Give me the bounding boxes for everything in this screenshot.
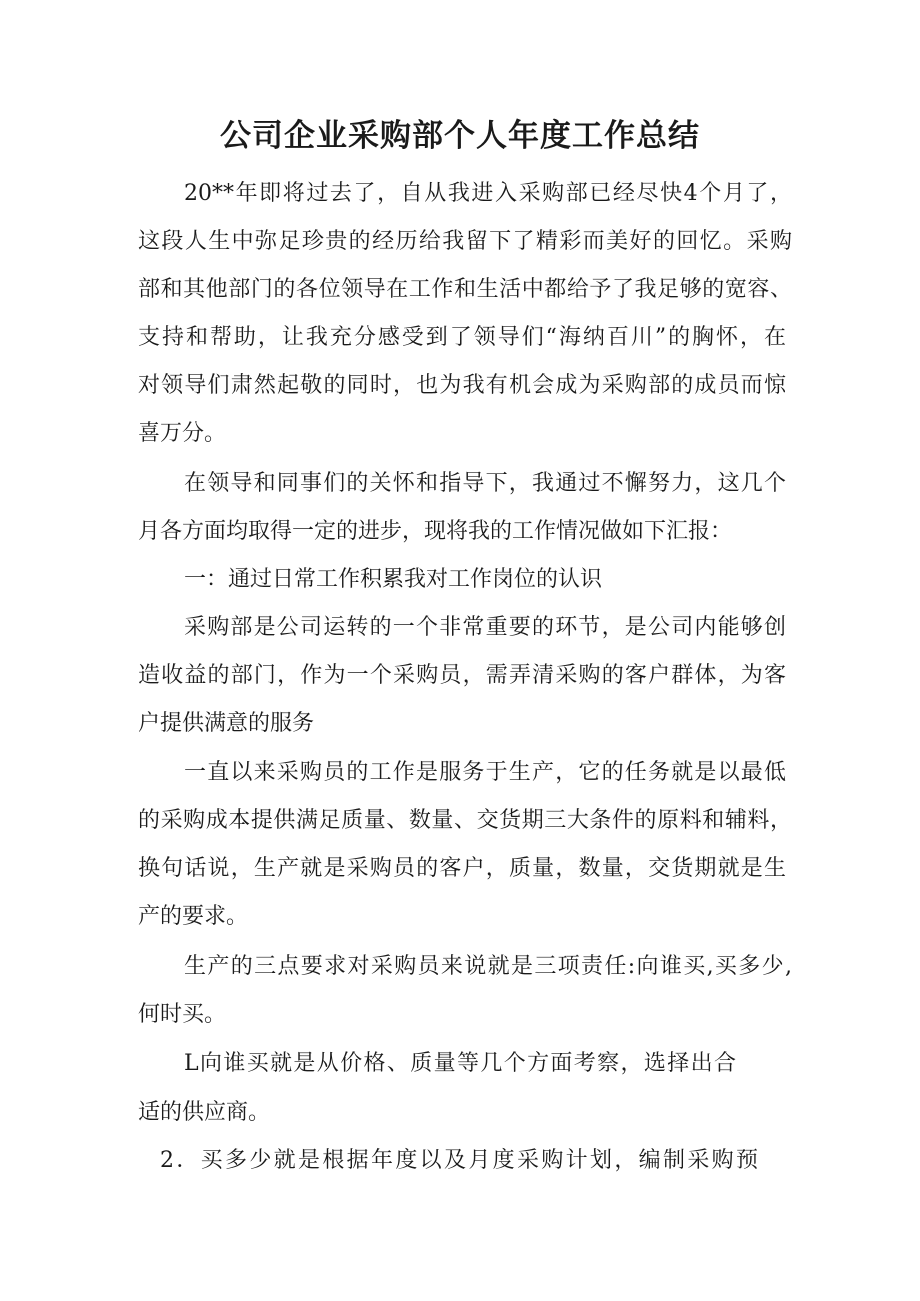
- paragraph-line: 采购部是公司运转的一个非常重要的环节，是公司内能够创: [184, 615, 786, 640]
- paragraph-line: 产的要求。: [138, 904, 249, 929]
- paragraph-line: 部和其他部门的各位领导在工作和生活中都给予了我足够的宽容、: [138, 277, 792, 302]
- paragraph-line: 换句话说，生产就是采购员的客户，质量，数量，交货期就是生: [138, 856, 786, 881]
- paragraph-line: 在领导和同事们的关怀和指导下，我通过不懈努力，这几个: [184, 471, 786, 496]
- paragraph-line: 户提供满意的服务: [138, 711, 315, 736]
- paragraph-line: 20**年即将过去了，自从我进入采购部已经尽快4个月了，: [184, 181, 792, 206]
- paragraph-line: 这段人生中弥足珍贵的经历给我留下了精彩而美好的回忆。采购: [138, 229, 792, 254]
- paragraph-line: 月各方面均取得一定的进步，现将我的工作情况做如下汇报：: [138, 519, 733, 544]
- paragraph-line: 造收益的部门，作为一个采购员，需弄清采购的客户群体，为客: [138, 663, 786, 688]
- paragraph-line: 一直以来采购员的工作是服务于生产，它的任务就是以最低: [184, 760, 786, 785]
- paragraph-line: 何时买。: [138, 1002, 227, 1027]
- paragraph-line: 生产的三点要求对采购员来说就是三项责任:向谁买,买多少,: [184, 954, 792, 979]
- paragraph-line: 喜万分。: [138, 421, 227, 446]
- paragraph-line: 的采购成本提供满足质量、数量、交货期三大条件的原料和辅料，: [138, 808, 792, 833]
- section-heading: 一：通过日常工作积累我对工作岗位的认识: [184, 567, 603, 592]
- paragraph-line: 对领导们肃然起敬的同时，也为我有机会成为采购部的成员而惊: [138, 373, 786, 398]
- list-item-line: 2．买多少就是根据年度以及月度采购计划，编制采购预: [160, 1148, 758, 1173]
- document-title: 公司企业采购部个人年度工作总结: [220, 118, 700, 154]
- paragraph-line: 支持和帮助，让我充分感受到了领导们“海纳百川”的胸怀，在: [138, 325, 786, 350]
- list-item-line: L向谁买就是从价格、质量等几个方面考察，选择出合: [184, 1051, 736, 1076]
- list-item-line: 适的供应商。: [138, 1100, 271, 1125]
